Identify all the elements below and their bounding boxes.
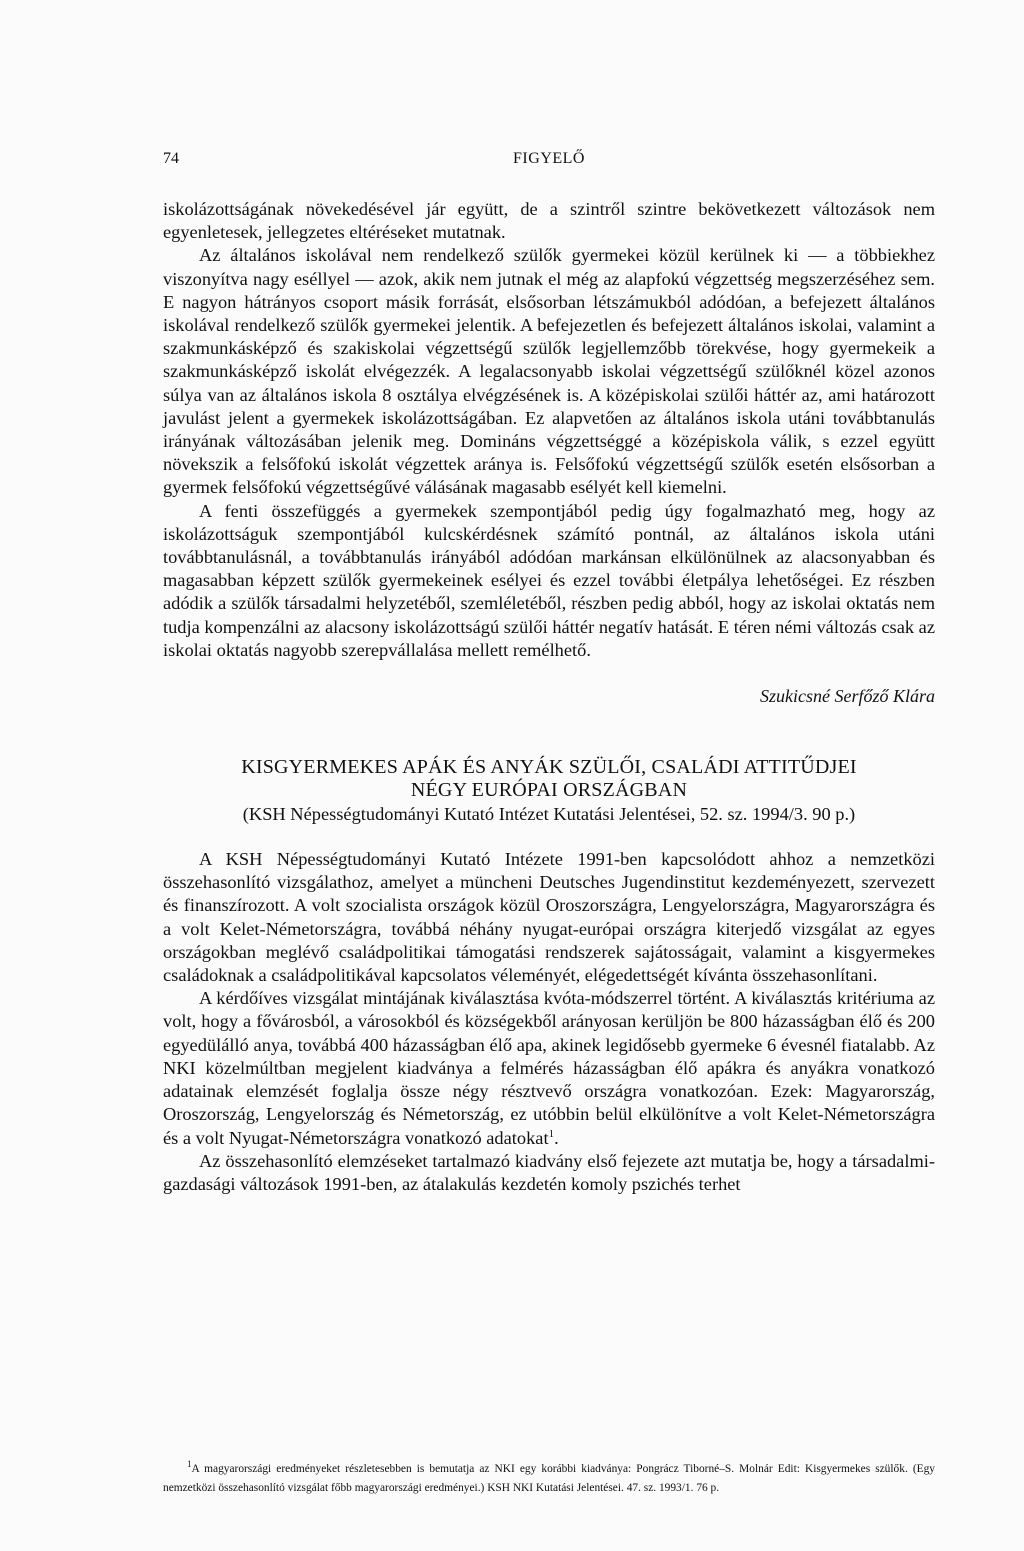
footnote [163,1460,935,1498]
author-signature: Szukicsné Serfőző Klára [760,686,935,707]
paragraph-text: A kérdőíves vizsgálat mintájának kiválasztása kvóta-módszerrel történt. A kiválasztás kritériuma az volt, hogy a fővárosból, a városokból és községekből arányosan kerüljön be 800 házasságban élő és 200 egyedülálló anya, továbbá 400 házasságban élő apa, akinek legidősebb gyermeke 6 évesnél fiatalabb. Az NKI közelmúltban megjelent kiadványa a felmérés házasságban élő apákra és anyákra vonatkozó adatainak elemzését foglalja össze négy résztvevő országra vonatkozóan. Ezek: Magyarország, Oroszország, Lengyelország és Németország, ez utóbbin belül elkülönítve a volt Kelet-Németországra és a volt Nyugat-Németországra vonatkozó adatokat [163,988,935,1148]
footnote-marker: 1 [187,1459,192,1470]
paragraph: Az általános iskolával nem rendelkező szülők gyermekei közül kerülnek ki — a többiekhez viszonyítva nagy eséllyel — azok, akik nem jutnak el még az alapfokú végzettség megszerzéséhez sem. E nagyon hátrányos csoport másik forrását, elsősorban létszámukból adódóan, a befejezett általános iskolával rendelkező szülők gyermekei jelentik. A befejezetlen és befejezett általános iskolai, valamint a szakmunkásképző és szakiskolai végzettségű szülők legjellemzőbb törekvése, hogy gyermekeik a szakmunkásképző iskolát elvégezzék. A legalacsonyabb iskolai végzettségű szülőknél közel azonos súlya van az általános iskola 8 osztálya elvégzésének is. A középiskolai szülői háttér az, ami határozott javulást jelent a gyermekek iskolázottságában. Ez alapvetően az általános iskola utáni továbbtanulás irányának változásában jelenik meg. Domináns végzettséggé a középiskola válik, s ezzel együtt növekszik a felsőfokú iskolát végzettek aránya is. Felsőfokú végzettségű szülők esetén elsősorban a gyermek felsőfokú végzettségűvé válásának magasabb esélyét kell kiemelni. [163,245,935,498]
page-body [163,150,935,1196]
footnote-reference: 1 [548,1127,555,1140]
page-number: 74 [163,150,179,167]
article-title [163,756,935,802]
paragraph: A fenti összefüggés a gyermekek szempontjából pedig úgy fogalmazható meg, hogy az iskolázottságuk szempontjából kulcskérdésnek számító pontnál, az általános iskola utáni továbbtanulásnál, a továbbtanulás irányából adódóan markánsan elkülönülnek az alacsonyabban és magasabban képzett szülők gyermekeinek esélyei és ezzel további életpálya lehetőségei. Ez részben adódik a szülők társadalmi helyzetéből, szemléletéből, részben pedig abból, hogy az iskolai oktatás nem tudja kompenzálni az alacsony iskolázottságú szülői háttér negatív hatását. E téren némi változás csak az iskolai oktatás nagyobb szerepvállalása mellett remélhető. [163,500,935,660]
article-source: (KSH Népességtudományi Kutató Intézet Kutatási Jelentései, 52. sz. 1994/3. 90 p.) [242,804,856,825]
running-head [163,150,935,174]
paragraph-continuation: iskolázottságának növekedésével jár együtt, de a szintről szintre bekövetkezett változások nem egyenletesek, jellegzetes eltéréseket mutatnak. [163,199,935,243]
article-title-line-2: NÉGY EURÓPAI ORSZÁGBAN [410,779,688,802]
footnote-text: A magyarországi eredményeket részletesebben is bemutatja az NKI egy korábbi kiadványa: Pongrácz Tiborné–S. Molnár Edit: Kisgyermekes szülők. (Egy nemzetközi összehasonlító vizsgálat főbb magyarországi eredményei.) KSH NKI Kutatási Jelentései. 47. sz. 1993/1. 76 p. [163,1463,935,1494]
paragraph: Az összehasonlító elemzéseket tartalmazó kiadvány első fejezete azt mutatja be, hogy a társadalmi-gazdasági változások 1991-ben, az átalakulás kezdetén komoly pszichés terhet [163,1150,935,1194]
article-title-line-1: KISGYERMEKES APÁK ÉS ANYÁK SZÜLŐI, CSALÁDI ATTITŰDJEI [241,756,857,779]
journal-name: FIGYELŐ [513,150,585,167]
paragraph: A kérdőíves vizsgálat mintájának kiválasztása kvóta-módszerrel történt. A kiválasztás kritériuma az volt, hogy a fővárosból, a városokból és községekből arányosan kerüljön be 800 házasságban élő és 200 egyedülálló anya, továbbá 400 házasságban élő apa, akinek legidősebb gyermeke 6 évesnél fiatalabb. Az NKI közelmúltban megjelent kiadványa a felmérés házasságban élő apákra és anyákra vonatkozó adatainak elemzését foglalja össze négy résztvevő országra vonatkozóan. Ezek: Magyarország, Oroszország, Lengyelország és Németország, ez utóbbin belül elkülönítve a volt Kelet-Németországra és a volt Nyugat-Németországra vonatkozó adatokat$^1$. [163,988,935,1148]
paragraph: A KSH Népességtudományi Kutató Intézete 1991-ben kapcsolódott ahhoz a nemzetközi összehasonlító vizsgálathoz, amelyet a müncheni Deutsches Jugendinstitut kezdeményezett, szervezett és finanszírozott. A volt szocialista országok közül Oroszországra, Lengyelországra, Magyarországra és a volt Kelet-Németországra, továbbá néhány nyugat-európai országra kiterjedő vizsgálat az egyes országokban meglévő családpolitikai támogatási rendszerek sajátosságait, valamint a kisgyermekes családoknak a családpolitikával kapcsolatos véleményét, elégedettségét kívánta összehasonlítani. [163,849,935,986]
